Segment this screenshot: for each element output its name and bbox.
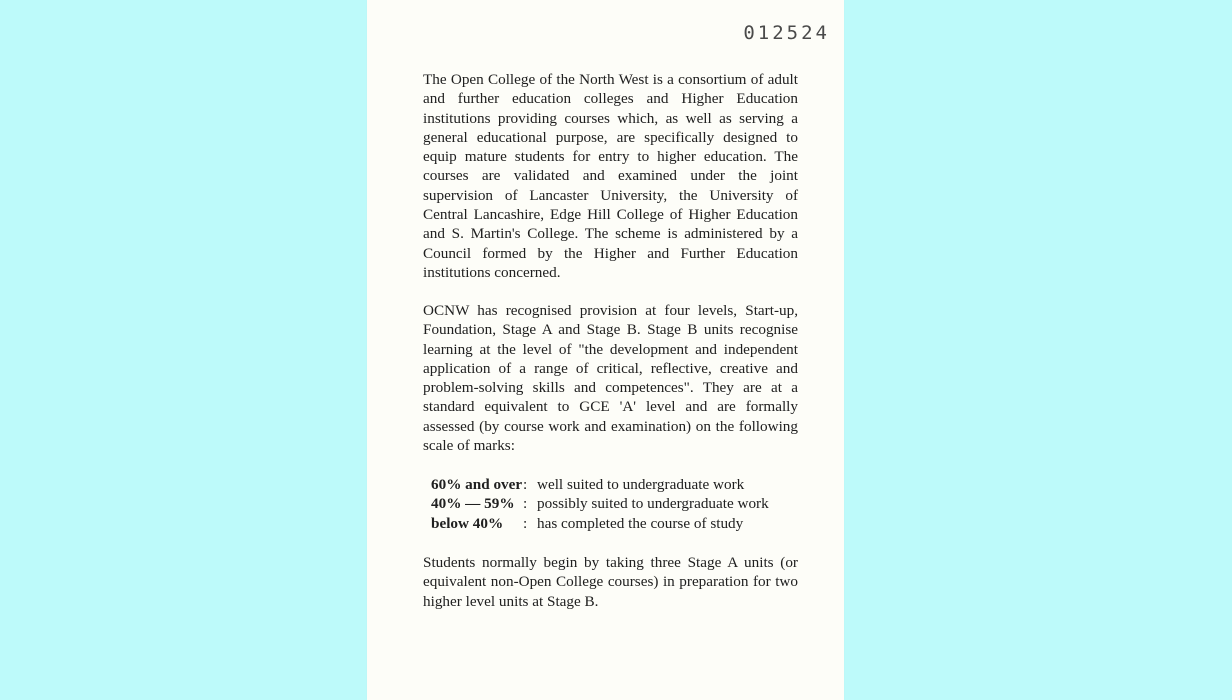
mark-description: possibly suited to undergraduate work	[537, 495, 769, 513]
page-number: 012524	[743, 22, 830, 44]
mark-separator: :	[523, 495, 528, 513]
document-page	[367, 0, 844, 700]
marks-scale-row	[431, 514, 769, 533]
paragraph-intro: The Open College of the North West is a consortium of adult and further education colleges and Higher Education institutions providing courses which, as well as serving a general educational purpose, are specifically designed to equip mature students for entry to higher education. The courses are validated and examined under the joint supervision of Lancaster University, the University of Central Lancashire, Edge Hill College of Higher Education and S. Martin's College. The scheme is administered by a Council formed by the Higher and Further Education institutions concerned.	[423, 71, 798, 281]
mark-range: below 40%	[431, 514, 504, 532]
mark-separator: :	[523, 514, 528, 532]
marks-scale-row	[431, 475, 769, 494]
marks-scale-row	[431, 494, 769, 513]
mark-range: 40% — 59%	[431, 495, 515, 513]
mark-description: well suited to undergraduate work	[537, 476, 745, 493]
mark-separator: :	[523, 476, 528, 493]
mark-range: 60% and over	[431, 476, 523, 493]
paragraph-progression: Students normally begin by taking three Stage A units (or equivalent non-Open College courses) in preparation for two higher level units at Stage B.	[423, 554, 798, 610]
mark-description: has completed the course of study	[537, 514, 744, 532]
paragraph-levels: OCNW has recognised provision at four levels, Start-up, Foundation, Stage A and Stage B. Stage B units recognise learning at the level of "the development and independent application of a range of critical, reflective, creative and problem-solving skills and competences". They are at a standard equivalent to GCE 'A' level and are formally assessed (by course work and examination) on the following scale of marks:	[423, 302, 798, 455]
marks-scale	[431, 475, 769, 533]
